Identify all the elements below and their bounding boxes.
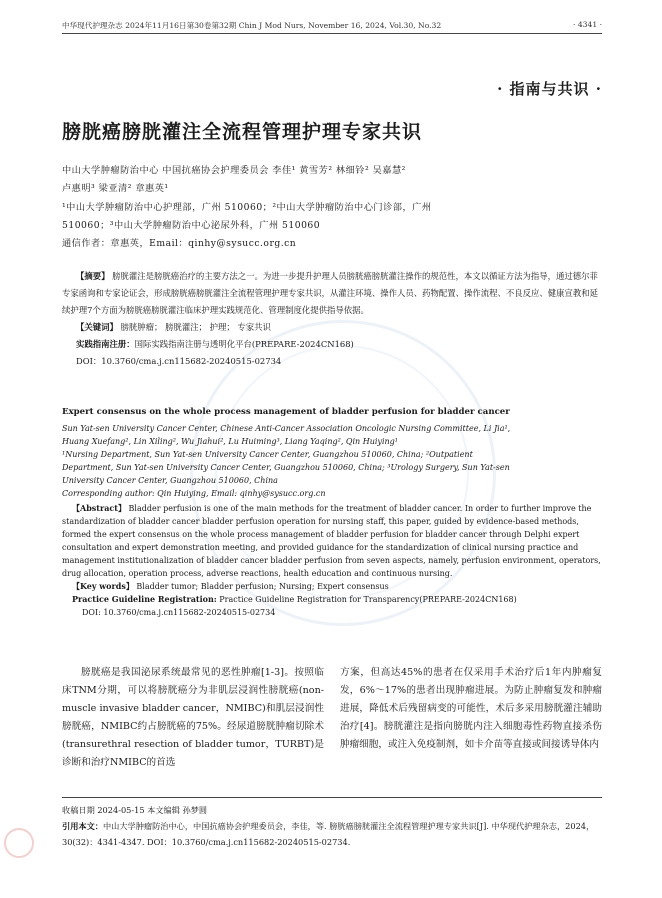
english-aff-2: Department, Sun Yat-sen University Cancer Center, Guangzhou 510060, China; ³Urology Surgery, Sun Yat-sen <box>62 463 510 472</box>
keywords-cn <box>76 319 602 336</box>
received-date: 收稿日期 2024-05-15 本文编辑 孙梦圆 <box>62 805 208 815</box>
english-keywords <box>72 580 602 593</box>
english-registration-label: Practice Guideline Registration: <box>72 594 217 604</box>
keywords-cn-text: 膀胱肿瘤； 膀胱灌注； 护理； 专家共识 <box>120 322 271 332</box>
english-title: Expert consensus on the whole process management of bladder perfusion for bladder cancer <box>62 407 510 417</box>
section-label: · 指南与共识 · <box>497 80 602 98</box>
affiliation-line-1: ¹中山大学肿瘤防治中心护理部，广州 510060；²中山大学肿瘤防治中心门诊部，广州 <box>62 202 432 213</box>
abstract-cn-text: 膀胱灌注是膀胱癌治疗的主要方法之一。为进一步提升护理人员膀胱癌膀胱灌注操作的规范性，本文以循证方法为指导，通过德尔菲专家函询和专家论证会，形成膀胱癌膀胱灌注全流程管理护理专家共识，从灌注环境、操作人员、药物配置、操作流程、不良反应、健康宣教和延续护理7个方面为膀胱癌膀胱灌注临床护理实践规范化、管理制度化提供指导依据。 <box>62 271 598 315</box>
english-registration <box>72 593 602 606</box>
authors-line-2: 卢惠明³ 梁亚清² 章惠英¹ <box>62 183 169 194</box>
registration-cn-label: 实践指南注册： <box>76 339 135 349</box>
english-abstract-label: 【Abstract】 <box>72 503 126 513</box>
abstract-cn <box>62 268 602 370</box>
keywords-cn-label: 【关键词】 <box>76 322 118 332</box>
registration-cn <box>76 336 602 353</box>
side-stamp <box>4 828 34 858</box>
journal-info: 中华现代护理杂志 2024年11月16日第30卷第32期 Chin J Mod Nurs, November 16, 2024, Vol.30, No.32 <box>62 21 442 30</box>
header-rule <box>62 33 602 34</box>
doi-cn: DOI：10.3760/cma.j.cn115682-20240515-02734 <box>76 356 282 366</box>
footer-rule <box>62 797 602 798</box>
english-abstract-text: Bladder perfusion is one of the main methods for the treatment of bladder cancer. In order to further improve the standardization of bladder cancer bladder perfusion operation for nursing staff, this paper, guided by evidence-based methods, formed the expert consensus on the whole process management of bladder perfusion for bladder cancer through Delphi expert consultation and expert demonstration meeting, and provided guidance for the standardization of clinical nursing practice and management institutionalization of bladder cancer bladder perfusion from seven aspects, namely, perfusion environment, operators, drug allocation, operation process, adverse reactions, health education and continuous nursing. <box>62 504 601 578</box>
citation-text: 中山大学肿瘤防治中心，中国抗癌协会护理委员会，李佳，等. 膀胱癌膀胱灌注全流程管理护理专家共识[J]. 中华现代护理杂志，2024，30(32)：4341-4347. DOI：10.3760/cma.j.cn115682-20240515-02734. <box>62 821 595 847</box>
citation <box>62 818 607 850</box>
english-authors-1: Sun Yat-sen University Cancer Center, Chinese Anti-Cancer Association Oncologic Nursing Committee, Li Jia¹, <box>62 424 511 433</box>
body-column-1 <box>62 664 324 772</box>
article-title: 膀胱癌膀胱灌注全流程管理护理专家共识 <box>62 121 423 143</box>
english-abstract-paragraph <box>62 502 602 580</box>
english-abstract <box>62 406 602 619</box>
affiliations-cn <box>62 199 622 253</box>
english-aff-3: University Cancer Center, Guangzhou 510060, China <box>62 476 278 485</box>
english-authors-2: Huang Xuefang², Lin Xiling², Wu Jiahui², Lu Huiming³, Liang Yaqing², Qin Huiying¹ <box>62 437 398 446</box>
footer <box>62 802 607 850</box>
english-aff-1: ¹Nursing Department, Sun Yat-sen University Cancer Center, Guangzhou 510060, China; ²Outpatient <box>62 450 473 459</box>
body-paragraph-1: 膀胱癌是我国泌尿系统最常见的恶性肿瘤[1-3]。按照临床TNM分期，可以将膀胱癌分为非肌层浸润性膀胱癌(non-muscle invasive bladder cancer，NMIBC)和肌层浸润性膀胱癌，NMIBC约占膀胱癌的75%。经尿道膀胱肿瘤切除术(transurethral resection of bladder tumor，TURBT)是诊断和治疗NMIBC的首选 <box>62 667 324 768</box>
english-keywords-label: 【Key words】 <box>72 581 134 591</box>
citation-label: 引用本文： <box>62 821 103 831</box>
english-corresponding: Corresponding author: Qin Huiying, Email: qinhy@sysucc.org.cn <box>62 489 326 498</box>
running-header <box>62 20 602 31</box>
english-doi: DOI: 10.3760/cma.j.cn115682-20240515-02734 <box>82 608 276 617</box>
page-number: · 4341 · <box>573 20 602 29</box>
body-column-2 <box>340 664 602 754</box>
english-registration-text: Practice Guideline Registration for Transparency(PREPARE-2024CN168) <box>219 595 517 604</box>
english-keywords-text: Bladder tumor; Bladder perfusion; Nursing; Expert consensus <box>136 582 389 591</box>
corresponding-author-cn: 通信作者：章惠英，Email：qinhy@sysucc.org.cn <box>62 238 297 249</box>
abstract-cn-paragraph <box>62 268 602 319</box>
abstract-cn-label: 【摘要】 <box>76 271 110 281</box>
authors-cn <box>62 162 622 198</box>
authors-line-1: 中山大学肿瘤防治中心 中国抗癌协会护理委员会 李佳¹ 黄雪芳² 林细铃² 吴嘉慧² <box>62 165 406 176</box>
affiliation-line-2: 510060；³中山大学肿瘤防治中心泌尿外科，广州 510060 <box>62 220 321 231</box>
registration-cn-text: 国际实践指南注册与透明化平台(PREPARE-2024CN168) <box>134 339 354 349</box>
body-paragraph-2: 方案，但高达45%的患者在仅采用手术治疗后1年内肿瘤复发，6%～17%的患者出现肿瘤进展。为防止肿瘤复发和肿瘤进展，降低术后残留病变的可能性，术后多采用膀胱灌注辅助治疗[4]。膀胱灌注是指向膀胱内注入细胞毒性药物直接杀伤肿瘤细胞，或注入免疫制剂，如卡介苗等直接或间接诱导体内 <box>340 667 602 750</box>
